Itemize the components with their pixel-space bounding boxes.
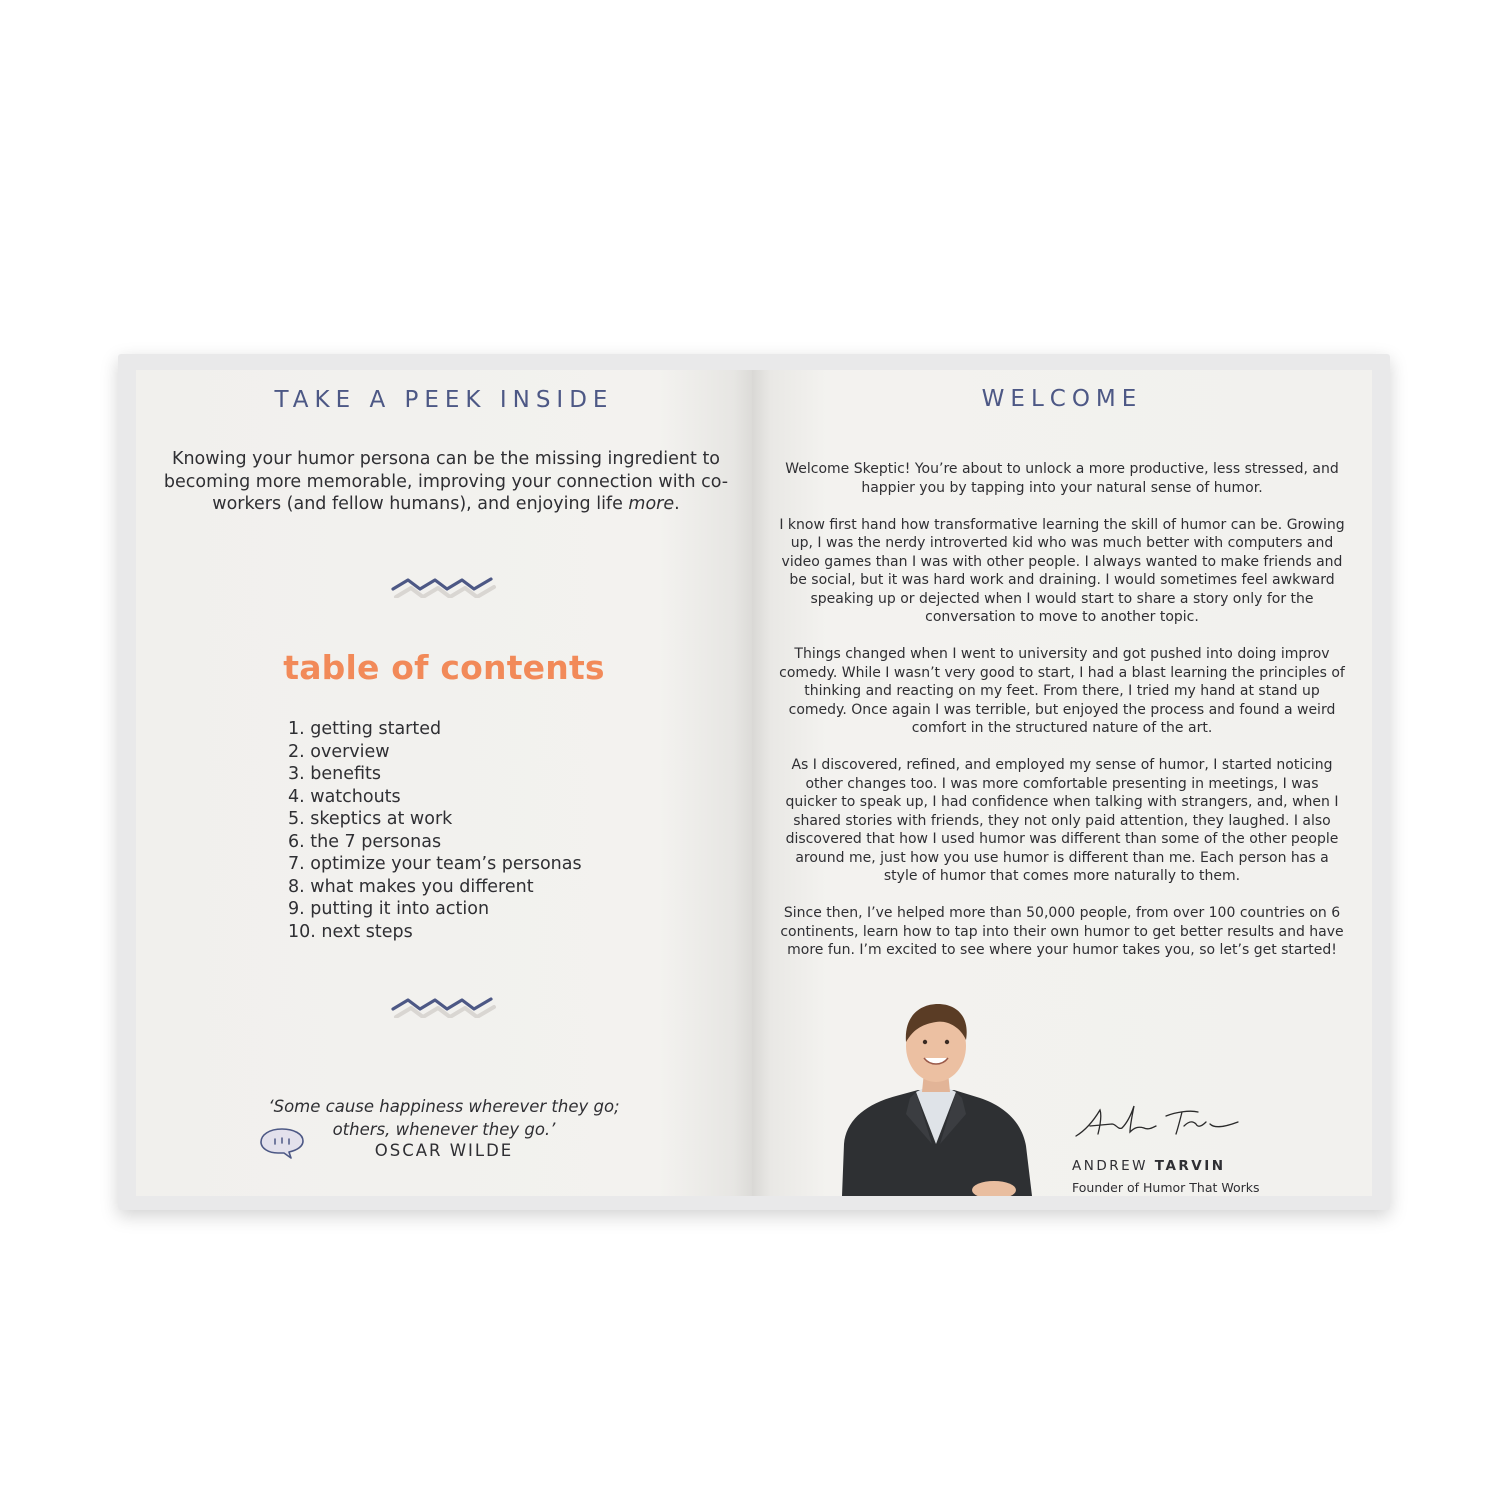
toc-item: 3. benefits [288, 764, 381, 784]
toc-title: table of contents [283, 648, 605, 687]
toc-item: 7. optimize your team’s personas [288, 854, 582, 874]
letter-paragraph: I know first hand how transformative learning the skill of humor can be. Growing up, I was the nerdy introverted kid who was much better with computers and video games than I was with other people. I always wanted to make friends and be social, but it was hard work and draining. I would sometimes feel awkward speaking up or dejected when I would start to share a story only for the conversation to move to another topic. [779, 516, 1345, 625]
toc-item: 5. skeptics at work [288, 809, 453, 829]
quote-line: ‘Some cause happiness wherever they go; [268, 1097, 620, 1116]
toc-item: 6. the 7 personas [288, 831, 442, 852]
letter-paragraph: Things changed when I went to university and got pushed into doing improv comedy. While I wasn’t very good to start, I had a blast learning the principles of thinking and reacting on my feet. From there, I tried my hand at stand up comedy. Once again I was terrible, but enjoyed the process and found a weird comfort in the structured nature of the art. [779, 646, 1345, 736]
author-name [1072, 1158, 1226, 1174]
intro-paragraph [156, 448, 736, 516]
author-role: Founder of Humor That Works [1072, 1180, 1260, 1195]
letter-paragraph: Welcome Skeptic! You’re about to unlock a more productive, less stressed, and happier you by tapping into your natural sense of humor. [785, 461, 1339, 496]
author-first-name: ANDREW [1072, 1158, 1148, 1174]
toc-item: 1. getting started [288, 719, 442, 739]
squiggle-divider-icon [390, 990, 496, 1018]
toc-item: 4. watchouts [288, 786, 401, 807]
right-page [752, 370, 1372, 1196]
letter-paragraph: As I discovered, refined, and employed my sense of humor, I started noticing other changes too. I was more comfortable presenting in meetings, I was quicker to speak up, I had confidence when talking with strangers, and, when I shared stories with friends, they not only paid attention, they laughed. I also discovered that how I used humor was different than some of the other people around me, just how you use humor is different than me. Each person has a style of humor that comes more naturally to them. [785, 757, 1339, 884]
author-last-name: TARVIN [1154, 1158, 1226, 1174]
intro-period: . [674, 494, 680, 514]
letter-paragraph: Since then, I’ve helped more than 50,000 people, from over 100 countries on 6 continents, learn how to tap into their own humor to get better results and have more fun. I’m excited to see where your humor takes you, so let’s get started! [780, 905, 1344, 958]
speech-bubble-icon [258, 1126, 306, 1160]
toc-list [288, 718, 582, 943]
toc-item: 8. what makes you different [288, 876, 534, 897]
section-title-welcome: WELCOME [981, 386, 1143, 412]
section-title-take-a-peek: TAKE A PEEK INSIDE [274, 387, 614, 413]
quote-author: OSCAR WILDE [374, 1141, 514, 1160]
squiggle-divider-icon [390, 570, 496, 598]
welcome-letter [778, 460, 1346, 978]
intro-emphasis: more [628, 494, 675, 514]
toc-item: 9. putting it into action [288, 899, 490, 919]
intro-text: Knowing your humor persona can be the missing ingredient to becoming more memorable, improving your connection with co-workers (and fellow humans), and enjoying life [163, 449, 729, 514]
quote-line: others, whenever they go.’ [332, 1119, 556, 1139]
author-portrait [836, 994, 1036, 1196]
signature-image [1072, 1102, 1242, 1144]
toc-item: 10. next steps [288, 921, 413, 942]
left-page [136, 370, 752, 1196]
toc-item: 2. overview [288, 741, 390, 762]
